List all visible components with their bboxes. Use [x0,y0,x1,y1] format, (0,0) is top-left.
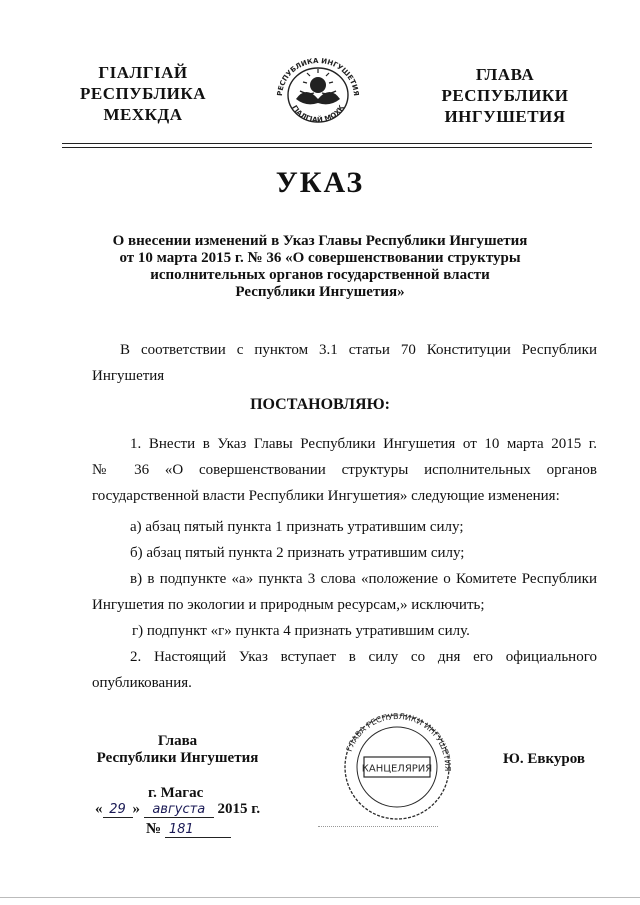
item-1-line-3: государственной власти Республики Ингушетия» следующие изменения: [92,488,560,504]
subitem-b: б) абзац пятый пункта 2 признать утратившим силу; [130,545,465,561]
header-left-line-1: ГІАЛГІАЙ [98,63,188,82]
signatory-position-line-1: Глава [157,733,198,749]
date-year: 2015 г. [217,801,261,817]
item-1-line-2: № 36 «О совершенствовании структуры исполнительных органов [92,462,597,478]
number-value-handwritten: 181 [165,822,231,838]
number-prefix: № [146,821,162,837]
item-2-line-1: 2. Настоящий Указ вступает в силу со дня его официального [130,649,597,665]
document-subject [110,233,530,301]
subject-line-1: О внесении изменений в Указ Главы Республики Ингушетия [112,233,528,249]
subitem-a: а) абзац пятый пункта 1 признать утратившим силу; [130,519,464,535]
header-left-block [68,62,218,125]
decree-heading: ПОСТАНОВЛЯЮ: [250,396,390,413]
office-stamp-icon [332,712,462,822]
decree-number [146,821,231,838]
subitem-v: в) в подпункте «а» пункта 3 слова «положение о Комитете Республики Ингушетия по экологии и природным ресурсам,» исключить; [92,571,597,613]
subject-line-4: Республики Ингушетия» [235,284,405,300]
header-left-line-3: МЕХКДА [103,105,183,124]
item-2-line-2: опубликования. [92,675,192,691]
item-1-paragraph [92,431,597,509]
signatory-name: Ю. Евкуров [503,751,585,767]
page-bottom-edge [0,897,640,898]
stamp-ring-text: ГЛАВА РЕСПУБЛИКИ ИНГУШЕТИЯ [344,712,453,772]
signing-place: г. Магас [148,785,204,801]
signatory-position [90,733,265,767]
header-right-line-2: РЕСПУБЛИКИ [441,86,569,105]
subject-line-2: от 10 марта 2015 г. № 36 «О совершенствовании структуры [119,250,521,266]
document-title: УКАЗ [275,166,365,199]
faint-dotted-line [318,826,438,827]
header-right-block [430,64,580,127]
header-rule-top [62,143,592,144]
date-day-handwritten: 29 [103,802,133,818]
republic-emblem-icon [270,55,366,131]
item-2-paragraph [92,644,597,696]
date-quote-close: » [132,801,140,817]
stamp-center-text: КАНЦЕЛЯРИЯ [361,763,433,775]
date-quote-open: « [95,801,103,817]
header-right-line-1: ГЛАВА [475,65,535,84]
signing-date [95,801,260,818]
preamble-paragraph: В соответствии с пунктом 3.1 статьи 70 Конституции Республики Ингушетия [92,342,597,384]
header-rule-bottom [62,147,592,148]
header-right-line-3: ИНГУШЕТИЯ [444,107,566,126]
item-1-line-1: 1. Внести в Указ Главы Республики Ингушетия от 10 марта 2015 г. [130,436,597,452]
date-month-handwritten: августа [144,802,214,818]
emblem-top-text: РЕСПУБЛИКА ИНГУШЕТИЯ [275,56,361,97]
header-left-line-2: РЕСПУБЛИКА [79,84,206,103]
subject-line-3: исполнительных органов государственной власти [150,267,490,283]
subitem-g: г) подпункт «г» пункта 4 признать утратившим силу. [132,623,470,639]
signatory-position-line-2: Республики Ингушетия [96,750,259,766]
emblem-bottom-text: ГІАЛГІАЙ МОХК [290,103,346,125]
